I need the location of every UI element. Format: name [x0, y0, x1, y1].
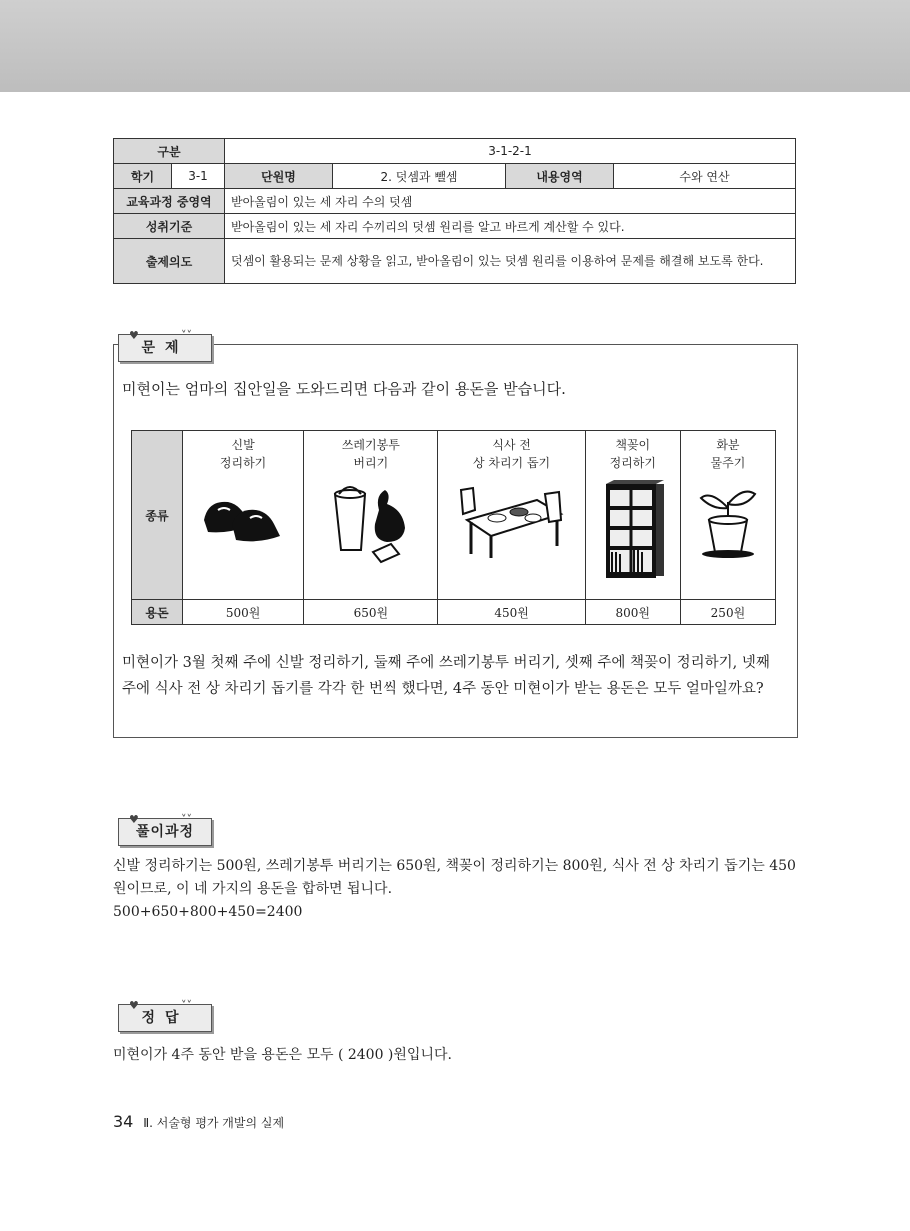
chore-price: 800원: [585, 600, 680, 625]
chore-name: 식사 전 상 차리기 돕기: [472, 438, 551, 470]
chore-price: 450원: [438, 600, 585, 625]
chore-name: 책꽂이 정리하기: [609, 438, 656, 470]
problem-tag-label: 문제: [141, 340, 189, 356]
heart-icon: ♥: [129, 329, 139, 342]
solution-equation: 500+650+800+450=2400: [113, 904, 303, 920]
chore-price: 500원: [183, 600, 304, 625]
sprig-icon: ˅˅: [181, 813, 192, 826]
solution-line: 신발 정리하기는 500원, 쓰레기봉투 버리기는 650원, 책꽂이 정리하기는 800원, 식사 전 상 차리기 돕기는 450원이므로, 이 네 가지의 용돈을 합하면 됩니다.: [113, 858, 796, 897]
unit-value: 2. 덧셈과 뺄셈: [333, 164, 506, 189]
answer-text: 미현이가 4주 동안 받을 용돈은 모두 ( 2400 )원입니다.: [113, 1047, 452, 1063]
problem-question: 미현이가 3월 첫째 주에 신발 정리하기, 둘째 주에 쓰레기봉투 버리기, 셋째 주에 책꽂이 정리하기, 넷째 주에 식사 전 상 차리기 돕기를 각각 한 번씩 했다면, 4주 동안 미현이가 받는 용돈은 모두 얼마일까요?: [122, 655, 770, 697]
solution-text: [113, 855, 803, 924]
sprig-icon: ˅˅: [181, 999, 192, 1012]
header-band: [0, 0, 910, 92]
info-table: [113, 138, 796, 284]
content-value: 수와 연산: [614, 164, 796, 189]
intent-label: 출제의도: [114, 239, 225, 284]
curriculum-label: 교육과정 중영역: [114, 189, 225, 214]
shoes-icon: [198, 480, 288, 550]
answer-tag-label: 정답: [141, 1010, 189, 1026]
kind-label: 종류: [132, 431, 183, 600]
semester-value: 3-1: [172, 164, 225, 189]
semester-label: 학기: [114, 164, 172, 189]
page-number: 34: [113, 1112, 134, 1131]
heart-icon: ♥: [129, 999, 139, 1012]
chore-cell: [585, 431, 680, 600]
gubun-value: 3-1-2-1: [225, 139, 796, 164]
chore-name: 화분 물주기: [710, 438, 746, 470]
problem-intro: 미현이는 엄마의 집안일을 도와드리면 다음과 같이 용돈을 받습니다.: [122, 380, 566, 398]
chore-name: 쓰레기봉투 버리기: [341, 438, 400, 470]
heart-icon: ♥: [129, 813, 139, 826]
solution-tag: [118, 813, 212, 846]
bookshelf-icon: [598, 480, 668, 580]
chore-price: 650원: [304, 600, 438, 625]
chore-cell: [304, 431, 438, 600]
dining-table-icon: [457, 480, 567, 560]
section-title: Ⅱ. 서술형 평가 개발의 실제: [143, 1116, 285, 1130]
sprig-icon: ˅˅: [181, 329, 192, 342]
gubun-label: 구분: [114, 139, 225, 164]
chores-table: [131, 430, 776, 625]
unit-label: 단원명: [225, 164, 333, 189]
solution-tag-label: 풀이과정: [135, 824, 195, 840]
flowerpot-icon: [693, 480, 763, 560]
answer-tag: [118, 999, 212, 1032]
trash-bag-icon: [321, 480, 421, 566]
chore-price: 250원: [680, 600, 775, 625]
money-label: 용돈: [132, 600, 183, 625]
chore-cell: [438, 431, 585, 600]
intent-value: 덧셈이 활용되는 문제 상황을 읽고, 받아올림이 있는 덧셈 원리를 이용하여 문제를 해결해 보도록 한다.: [225, 239, 796, 284]
curriculum-value: 받아올림이 있는 세 자리 수의 덧셈: [225, 189, 796, 214]
standard-label: 성취기준: [114, 214, 225, 239]
chore-name: 신발 정리하기: [219, 438, 267, 470]
content-label: 내용영역: [506, 164, 614, 189]
page-footer: [113, 1112, 284, 1131]
standard-value: 받아올림이 있는 세 자리 수끼리의 덧셈 원리를 알고 바르게 계산할 수 있다.: [225, 214, 796, 239]
chore-cell: [680, 431, 775, 600]
problem-tag: [118, 329, 212, 362]
chore-cell: [183, 431, 304, 600]
